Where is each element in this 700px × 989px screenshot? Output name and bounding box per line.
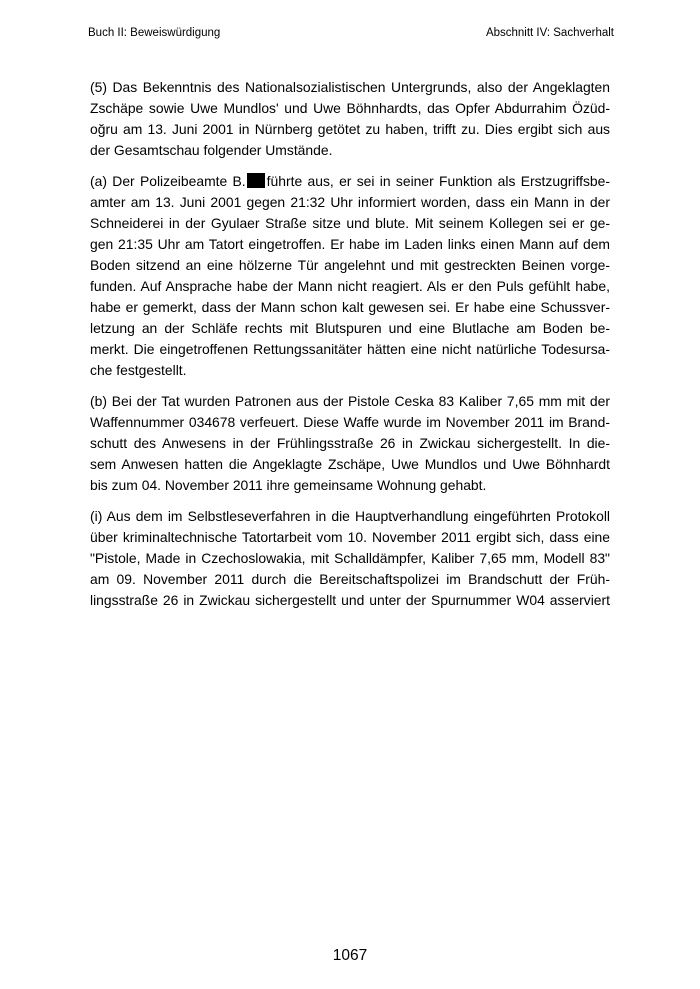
- text-line: lingsstraße 26 in Zwickau sichergestellt und unter der Spurnummer W04 asserviert: [90, 592, 610, 608]
- header-section-title: Abschnitt IV: Sachverhalt: [485, 27, 614, 39]
- paragraph-a-police-officer: [90, 171, 610, 381]
- paragraph-i-protocol: [90, 506, 610, 611]
- paragraph-5-confession: [90, 77, 610, 161]
- text-line: über kriminaltechnische Tatortarbeit vom 10. November 2011 ergibt sich, dass eine: [90, 529, 610, 545]
- text-line: (b) Bei der Tat wurden Patronen aus der Pistole Ceska 83 Kaliber 7,65 mm mit der: [90, 393, 610, 409]
- text-line: oğru am 13. Juni 2001 in Nürnberg getötet zu haben, trifft zu. Dies ergibt sich aus: [90, 121, 610, 137]
- page-header: [88, 27, 614, 43]
- text-line: (5) Das Bekenntnis des Nationalsozialistischen Untergrunds, also der Angeklagten: [90, 79, 610, 95]
- text-line: amter am 13. Juni 2001 gegen 21:32 Uhr informiert worden, dass ein Mann in der: [90, 194, 610, 210]
- text-line: sem Anwesen hatten die Angeklagte Zschäpe, Uwe Mundlos und Uwe Böhnhardt: [90, 456, 610, 472]
- text-line: merkt. Die eingetroffenen Rettungssanitäter hätten eine nicht natürliche Todesursa-: [90, 341, 610, 357]
- text-line: "Pistole, Made in Czechoslowakia, mit Schalldämpfer, Kaliber 7,65 mm, Modell 83": [90, 550, 610, 566]
- text-after-redaction: führte aus, er sei in seiner Funktion als Erstzugriffsbe-: [266, 173, 611, 189]
- text-line-with-redaction: [90, 171, 610, 192]
- text-line: gen 21:35 Uhr am Tatort eingetroffen. Er habe im Laden links einen Mann auf dem: [90, 236, 610, 252]
- text-line: bis zum 04. November 2011 ihre gemeinsame Wohnung gehabt.: [90, 477, 487, 493]
- header-book-title: Buch II: Beweiswürdigung: [88, 27, 221, 39]
- text-line: der Gesamtschau folgender Umstände.: [90, 142, 333, 158]
- text-line: am 09. November 2011 durch die Bereitschaftspolizei im Brandschutt der Früh-: [90, 571, 610, 587]
- page-number: 1067: [332, 947, 368, 964]
- text-line: letzung an der Schläfe rechts mit Blutspuren und eine Blutlache am Boden be-: [90, 320, 610, 336]
- text-line: Zschäpe sowie Uwe Mundlos' und Uwe Böhnhardts, das Opfer Abdurrahim Özüd-: [90, 100, 610, 116]
- text-before-redaction: (a) Der Polizeibeamte B.: [90, 173, 246, 189]
- paragraph-b-weapon: [90, 391, 610, 496]
- text-line: che festgestellt.: [90, 362, 187, 378]
- text-line: Waffennummer 034678 verfeuert. Diese Waffe wurde im November 2011 im Brand-: [90, 414, 610, 430]
- text-line: schutt des Anwesens in der Frühlingsstraße 26 in Zwickau sichergestellt. In die-: [90, 435, 610, 451]
- text-line: habe er gemerkt, dass der Mann schon kalt gewesen sei. Er habe eine Schussver-: [90, 299, 610, 315]
- redaction-box: [247, 173, 265, 188]
- page-body: [90, 77, 610, 621]
- text-line: Boden sitzend an eine hölzerne Tür angelehnt und mit gestreckten Beinen vorge-: [90, 257, 610, 273]
- text-line: funden. Auf Ansprache habe der Mann nicht reagiert. Als er den Puls gefühlt habe,: [90, 278, 610, 294]
- text-line: Schneiderei in der Gyulaer Straße sitze und blute. Mit seinem Kollegen sei er ge-: [90, 215, 610, 231]
- text-line: (i) Aus dem im Selbstleseverfahren in die Hauptverhandlung eingeführten Protokoll: [90, 508, 610, 524]
